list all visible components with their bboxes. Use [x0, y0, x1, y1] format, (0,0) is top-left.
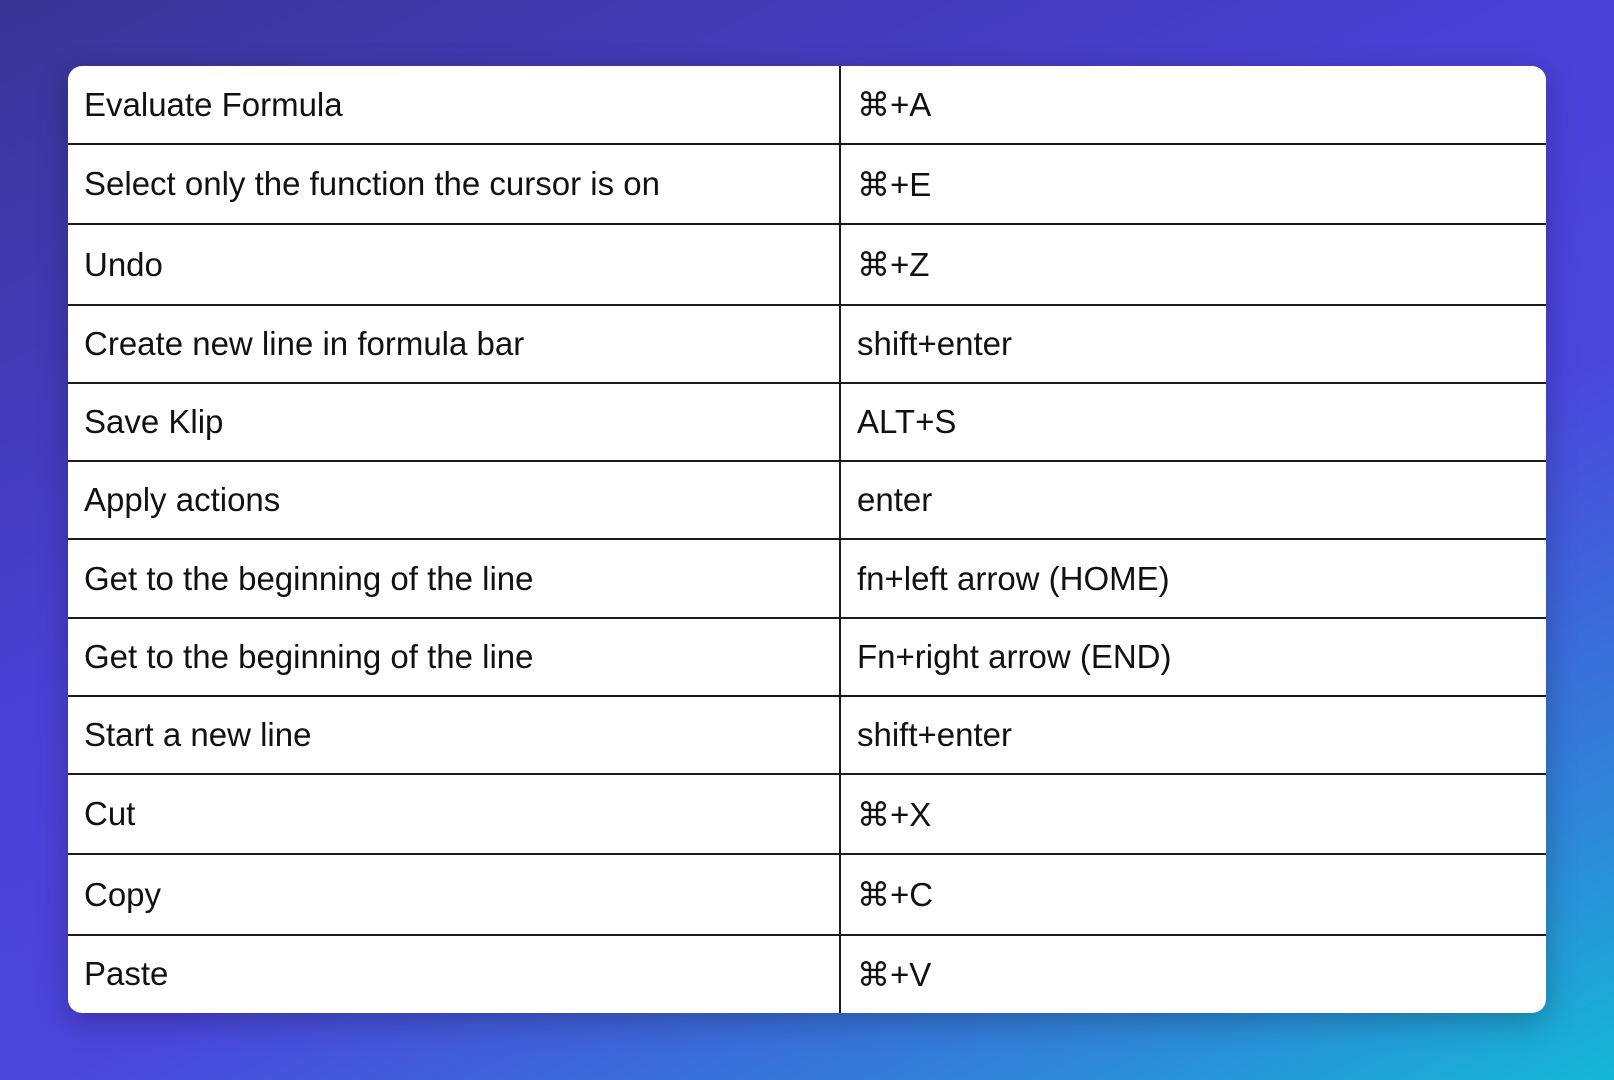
shortcut-keys: shift+enter [840, 696, 1546, 774]
shortcut-action: Undo [68, 224, 840, 304]
shortcut-action: Get to the beginning of the line [68, 539, 840, 617]
table-row [68, 935, 1546, 1013]
table-row [68, 696, 1546, 774]
shortcut-keys: ⌘+C [840, 854, 1546, 934]
shortcut-keys: ⌘+A [840, 66, 1546, 144]
table-row [68, 774, 1546, 854]
shortcut-keys: enter [840, 461, 1546, 539]
shortcut-table [68, 66, 1546, 1013]
table-row [68, 539, 1546, 617]
shortcut-keys: Fn+right arrow (END) [840, 618, 1546, 696]
table-row [68, 305, 1546, 383]
shortcut-keys: ALT+S [840, 383, 1546, 461]
shortcut-action: Copy [68, 854, 840, 934]
table-row [68, 618, 1546, 696]
shortcut-keys: ⌘+X [840, 774, 1546, 854]
shortcut-keys: shift+enter [840, 305, 1546, 383]
shortcut-action: Select only the function the cursor is on [68, 144, 840, 224]
shortcut-action: Start a new line [68, 696, 840, 774]
table-row [68, 854, 1546, 934]
table-row [68, 461, 1546, 539]
shortcut-action: Evaluate Formula [68, 66, 840, 144]
shortcut-action: Apply actions [68, 461, 840, 539]
shortcut-table-card [68, 66, 1546, 1013]
shortcut-action: Cut [68, 774, 840, 854]
table-row [68, 383, 1546, 461]
shortcut-keys: ⌘+Z [840, 224, 1546, 304]
shortcut-keys: fn+left arrow (HOME) [840, 539, 1546, 617]
table-row [68, 224, 1546, 304]
shortcut-action: Create new line in formula bar [68, 305, 840, 383]
shortcut-keys: ⌘+V [840, 935, 1546, 1013]
table-row [68, 144, 1546, 224]
shortcut-action: Get to the beginning of the line [68, 618, 840, 696]
table-row [68, 66, 1546, 144]
shortcut-keys: ⌘+E [840, 144, 1546, 224]
shortcut-action: Save Klip [68, 383, 840, 461]
shortcut-action: Paste [68, 935, 840, 1013]
